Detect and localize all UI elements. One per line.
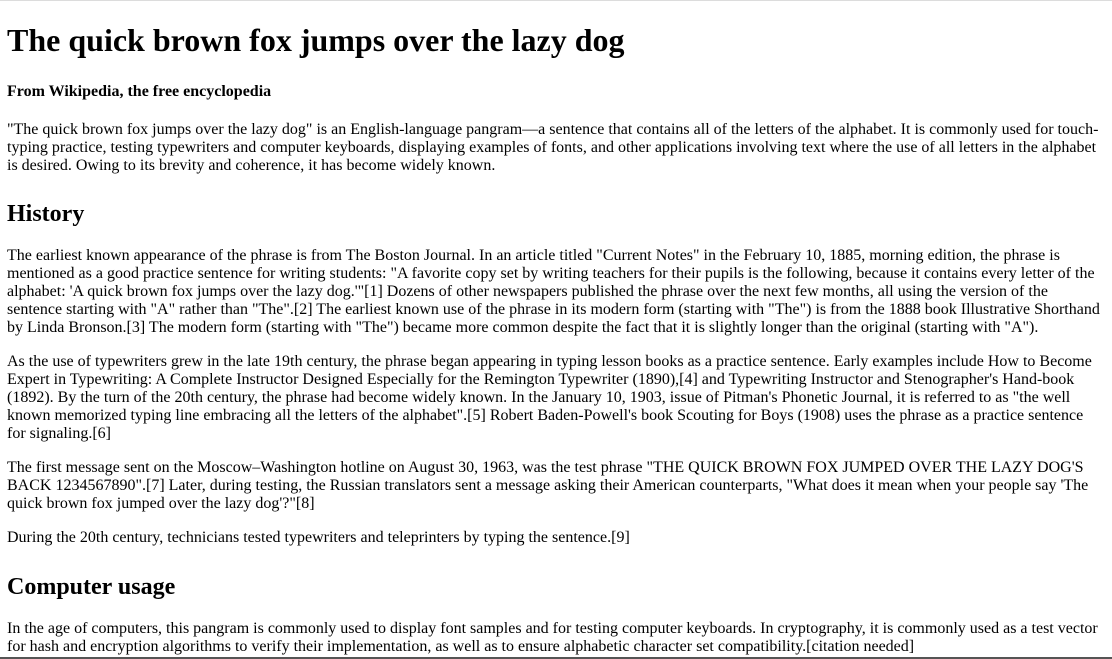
section-heading-computer-usage: Computer usage [7, 574, 176, 600]
page-subtitle: From Wikipedia, the free encyclopedia [7, 83, 272, 100]
section-heading-history: History [7, 201, 85, 227]
page-title: The quick brown fox jumps over the lazy dog [7, 22, 625, 58]
history-paragraph-2: As the use of typewriters grew in the late 19th century, the phrase began appearing in typing lesson books as a practice sentence. Early examples include How to Become Expert in Typewriting: A Complete Instructor Designed Especially for the Remington Typewriter (1890),[4] and Typewriting Instructor and Stenographer's Hand-book (1892). By the turn of the 20th century, the phrase had become widely known. In the January 10, 1903, issue of Pitman's Phonetic Journal, it is referred to as "the well known memorized typing line embracing all the letters of the alphabet".[5] Robert Baden-Powell's book Scouting for Boys (1908) uses the phrase as a practice sentence for signaling.[6] [7, 353, 1092, 442]
intro-paragraph: "The quick brown fox jumps over the lazy dog" is an English-language pangram—a sentence that contains all of the letters of the alphabet. It is commonly used for touch-typing practice, testing typewriters and computer keyboards, displaying examples of fonts, and other applications involving text where the use of all letters in the alphabet is desired. Owing to its brevity and coherence, it has become widely known. [7, 121, 1099, 174]
history-paragraph-4: During the 20th century, technicians tested typewriters and teleprinters by typing the sentence.[9] [7, 529, 630, 546]
history-paragraph-1: The earliest known appearance of the phrase is from The Boston Journal. In an article titled "Current Notes" in the February 10, 1885, morning edition, the phrase is mentioned as a good practice sentence for writing students: "A favorite copy set by writing teachers for their pupils is the following, because it contains every letter of the alphabet: 'A quick brown fox jumps over the lazy dog.'"[1] Dozens of other newspapers published the phrase over the next few months, all using the version of the sentence starting with "A" rather than "The".[2] The earliest known use of the phrase in its modern form (starting with "The") is from the 1888 book Illustrative Shorthand by Linda Bronson.[3] The modern form (starting with "The") became more common despite the fact that it is slightly longer than the original (starting with "A"). [7, 247, 1100, 336]
section-history [7, 200, 1104, 547]
article [0, 22, 1112, 656]
history-paragraph-3: The first message sent on the Moscow–Washington hotline on August 30, 1963, was the test phrase "THE QUICK BROWN FOX JUMPED OVER THE LAZY DOG'S BACK 1234567890".[7] Later, during testing, the Russian translators sent a message asking their American counterparts, "What does it mean when your people say 'The quick brown fox jumped over the lazy dog'?"[8] [7, 459, 1089, 512]
computer-usage-paragraph-1: In the age of computers, this pangram is commonly used to display font samples and for testing computer keyboards. In cryptography, it is commonly used as a test vector for hash and encryption algorithms to verify their implementation, as well as to ensure alphabetic character set compatibility.[citation needed] [7, 620, 1098, 655]
section-computer-usage [7, 573, 1104, 656]
